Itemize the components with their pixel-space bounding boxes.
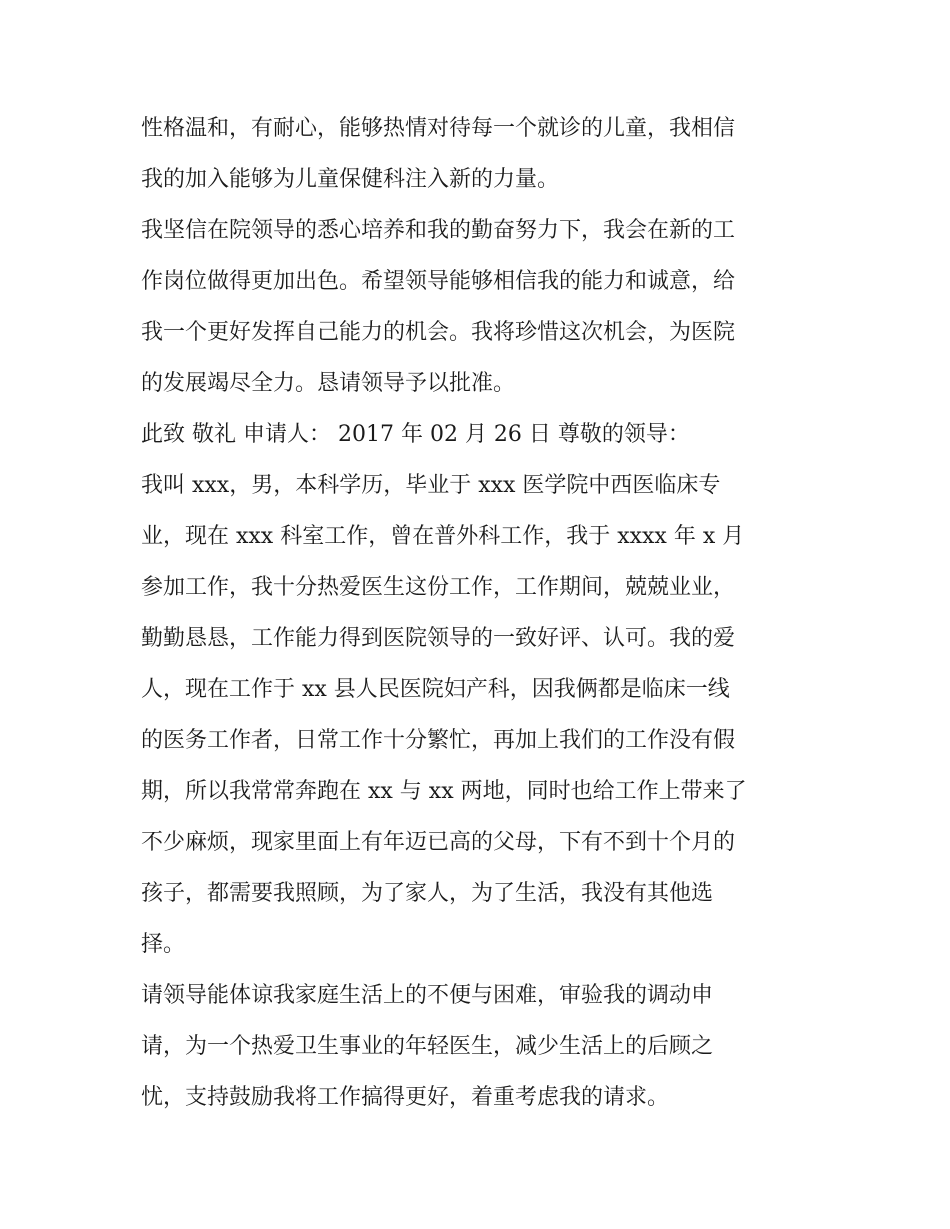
text-line: 择。 — [141, 932, 186, 957]
closing-and-salutation-line: 此致 敬礼 申请人： 2017 年 02 月 26 日 尊敬的领导： — [141, 422, 690, 447]
text-line: 的发展竭尽全力。恳请领导予以批准。 — [141, 371, 516, 396]
text-line: 作岗位做得更加出色。希望领导能够相信我的能力和诚意，给 — [141, 269, 736, 294]
text-line: 孩子，都需要我照顾，为了家人，为了生活，我没有其他选 — [141, 881, 714, 906]
text-line: 人，现在工作于 xx 县人民医院妇产科，因我俩都是临床一线 — [141, 677, 730, 702]
text-line: 勤勤恳恳，工作能力得到医院领导的一致好评、认可。我的爱 — [141, 626, 736, 651]
text-line: 我的加入能够为儿童保健科注入新的力量。 — [141, 167, 560, 192]
text-line: 我一个更好发挥自己能力的机会。我将珍惜这次机会，为医院 — [141, 320, 736, 345]
text-line: 请领导能体谅我家庭生活上的不便与困难，审验我的调动申 — [141, 983, 714, 1008]
text-line: 不少麻烦，现家里面上有年迈已高的父母，下有不到十个月的 — [141, 830, 736, 855]
letter-body — [141, 103, 821, 1123]
text-line: 忧，支持鼓励我将工作搞得更好，着重考虑我的请求。 — [141, 1085, 670, 1110]
text-line: 业，现在 xxx 科室工作，曾在普外科工作，我于 xxxx 年 x 月 — [141, 524, 745, 549]
text-line: 性格温和，有耐心，能够热情对待每一个就诊的儿童，我相信 — [141, 116, 736, 141]
text-line: 期，所以我常常奔跑在 xx 与 xx 两地，同时也给工作上带来了 — [141, 779, 747, 804]
text-line: 我坚信在院领导的悉心培养和我的勤奋努力下，我会在新的工 — [141, 218, 736, 243]
text-line: 请，为一个热爱卫生事业的年轻医生，减少生活上的后顾之 — [141, 1034, 714, 1059]
text-line: 参加工作，我十分热爱医生这份工作，工作期间，兢兢业业， — [141, 575, 736, 600]
text-line: 的医务工作者，日常工作十分繁忙，再加上我们的工作没有假 — [141, 728, 736, 753]
text-line: 我叫 xxx，男，本科学历，毕业于 xxx 医学院中西医临床专 — [141, 473, 721, 498]
